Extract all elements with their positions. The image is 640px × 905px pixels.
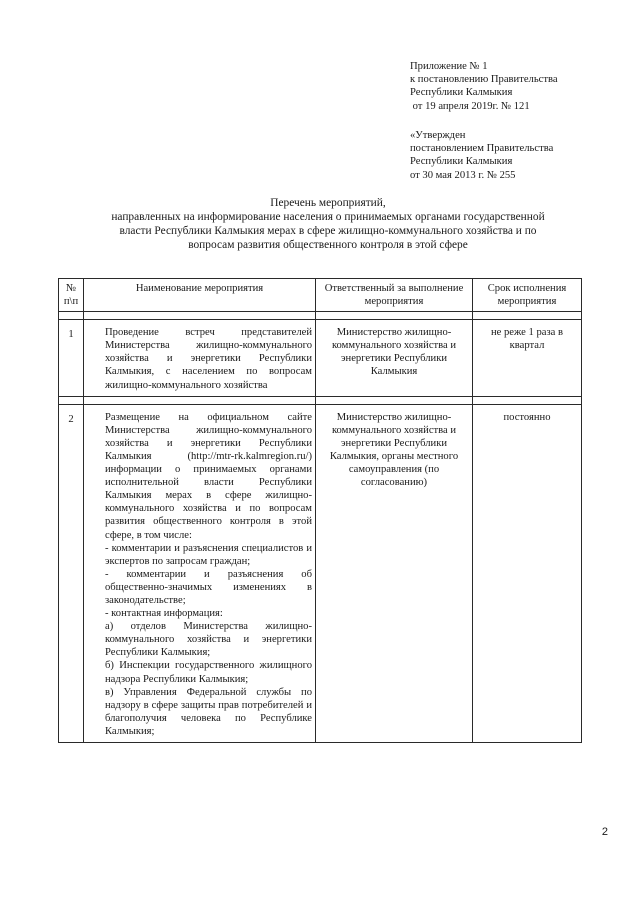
- row-name: Проведение встреч представителей Министерства жилищно-коммунального хозяйства и энергетики Республики Калмыкия, с населением по вопросам жилищно-коммунального хозяйства: [84, 320, 316, 396]
- appendix-line: Республики Калмыкия: [410, 87, 513, 99]
- header-name: Наименование мероприятия: [84, 279, 316, 312]
- row-term: не реже 1 раза в квартал: [473, 320, 582, 396]
- header-num: № п\п: [59, 279, 84, 312]
- appendix-line: Приложение № 1: [410, 61, 488, 72]
- appendix-line: к постановлению Правительства: [410, 74, 558, 86]
- spacer-row: [59, 312, 582, 320]
- approval-header: [410, 129, 630, 182]
- row-name-paragraph: Размещение на официальном сайте Министерства жилищно-коммунального хозяйства и энергетики Республики Калмыкия (http://mtr-rk.kalmregion.ru/) информации о принимаемых органами исполнительной власти Республики Калмыкия мерах в сфере жилищно-коммунального хозяйства и по вопросам развития общественного контроля в этой сфере, в том числе:: [105, 411, 312, 541]
- row-num: 1: [59, 320, 84, 396]
- row-name-paragraph: - комментарии и разъяснения специалистов и экспертов по запросам граждан;: [105, 542, 312, 567]
- row-responsible: Министерство жилищно-коммунального хозяйства и энергетики Республики Калмыкия, органы местного самоуправления (по согласованию): [316, 404, 473, 742]
- row-num: 2: [59, 404, 84, 742]
- title-line: вопросам развития общественного контроля в этой сфере: [188, 238, 468, 251]
- row-name-paragraph: - комментарии и разъяснения об общественно-значимых изменениях в законодательстве;: [105, 568, 312, 606]
- table-header-row: [59, 279, 582, 312]
- title-line: Перечень мероприятий,: [270, 197, 386, 209]
- document-title: [58, 197, 598, 253]
- approval-line: постановлением Правительства: [410, 143, 554, 155]
- title-line: власти Республики Калмыкия мерах в сфере жилищно-коммунального хозяйства и по: [119, 224, 537, 237]
- row-name: [84, 404, 316, 742]
- appendix-header: [410, 60, 630, 113]
- appendix-line: от 19 апреля 2019г. № 121: [410, 100, 530, 112]
- row-name-paragraph: а) отделов Министерства жилищно-коммунального хозяйства и энергетики Республики Калмыкия;: [105, 621, 312, 659]
- header-responsible: Ответственный за выполнение мероприятия: [316, 279, 473, 312]
- spacer-row: [59, 396, 582, 404]
- row-name-paragraph: б) Инспекции государственного жилищного надзора Республики Калмыкия;: [105, 660, 312, 685]
- header-term: Срок исполнения мероприятия: [473, 279, 582, 312]
- approval-line: Республики Калмыкия: [410, 156, 513, 168]
- row-name-paragraph: в) Управления Федеральной службы по надзору в сфере защиты прав потребителей и благополучия человека по Республике Калмыкия;: [105, 686, 312, 737]
- activities-table: [58, 278, 582, 743]
- table-row: [59, 404, 582, 742]
- title-line: направленных на информирование населения о принимаемых органами государственной: [111, 210, 545, 223]
- approval-line: от 30 мая 2013 г. № 255: [410, 169, 516, 181]
- table-row: [59, 320, 582, 396]
- row-name-paragraph: - контактная информация:: [105, 608, 223, 620]
- page-number: 2: [601, 826, 608, 838]
- row-term: постоянно: [473, 404, 582, 742]
- row-responsible: Министерство жилищно-коммунального хозяйства и энергетики Республики Калмыкия: [316, 320, 473, 396]
- approval-line: «Утвержден: [410, 130, 466, 141]
